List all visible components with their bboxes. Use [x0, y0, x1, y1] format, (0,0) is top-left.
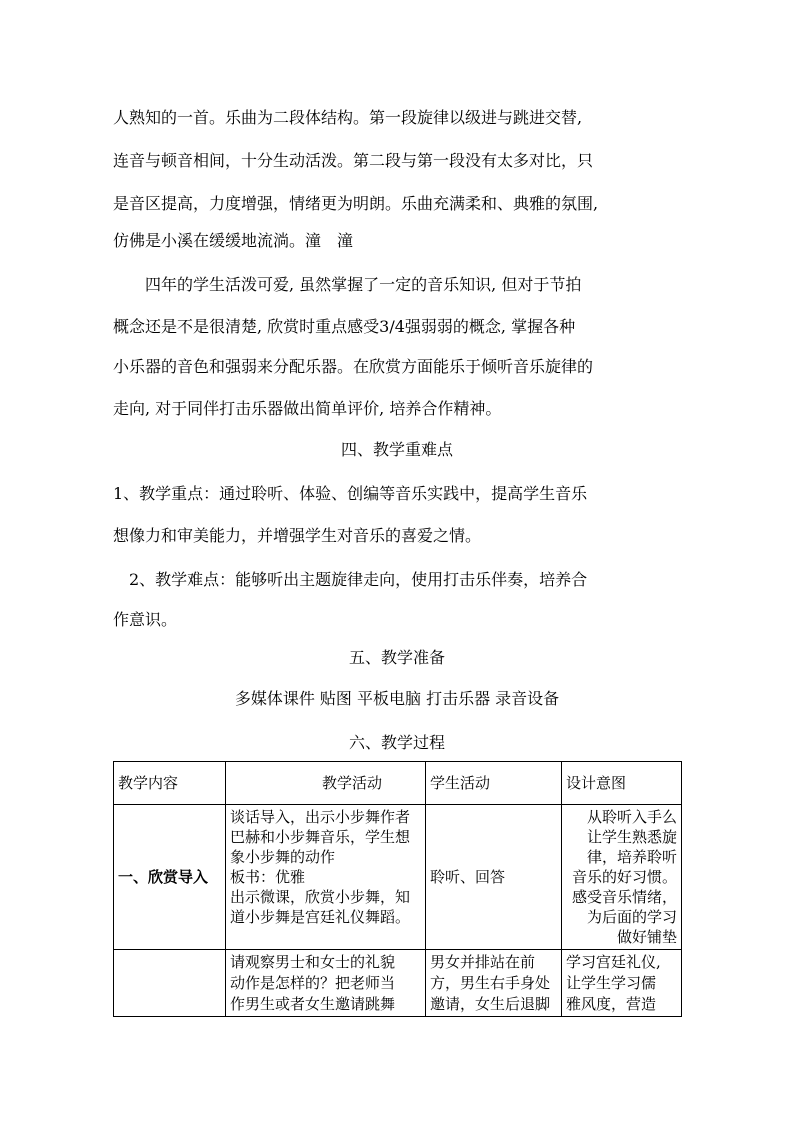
lesson-process-table: [113, 761, 682, 1017]
row1-intent-line: 为后面的学习: [586, 908, 677, 926]
row1-activity-line: 板书：优雅: [230, 868, 306, 886]
header-content: 教学内容: [114, 762, 226, 805]
paragraph2-line-2: 概念还是不是很清楚, 欣赏时重点感受3/4强弱弱的概念, 掌握各种: [113, 317, 576, 336]
paragraph1-line-3: 是音区提高，力度增强，情绪更为明朗。乐曲充满柔和、典雅的氛围,: [113, 194, 599, 213]
row1-intent-line: 做好铺垫: [616, 928, 677, 946]
row1-activity-line: 谈话导入，出示小步舞作者: [230, 808, 411, 826]
row1-intent: [562, 805, 682, 950]
row2-activity-line: 动作是怎样的？把老师当: [230, 974, 396, 992]
row2-student-line: 方，男生右手身处: [430, 974, 551, 992]
row2-student: [426, 950, 562, 1017]
key-point-line-1: 1、教学重点：通过聆听、体验、创编等音乐实践中，提高学生音乐: [113, 484, 588, 503]
row2-activity: [226, 950, 426, 1017]
paragraph1-line-1: 人熟知的一首。乐曲为二段体结构。第一段旋律以级进与跳进交替,: [113, 108, 583, 127]
row1-intent-line: 律，培养聆听: [586, 848, 677, 866]
row1-activity-line: 道小步舞是宫廷礼仪舞蹈。: [230, 908, 411, 926]
row1-activity-line: 象小步舞的动作: [230, 848, 336, 866]
row2-intent-line: 雅风度，营造: [566, 995, 657, 1013]
paragraph2-line-3: 小乐器的音色和强弱来分配乐器。在欣赏方面能乐于倾听音乐旋律的: [113, 357, 594, 376]
section-heading-4: 四、教学重难点: [340, 440, 453, 459]
row1-intent-line: 从聆听入手么: [586, 808, 677, 826]
row1-activity-line: 出示微课，欣赏小步舞，知: [230, 888, 411, 906]
difficult-point-line-2: 作意识。: [113, 610, 178, 629]
header-intent: 设计意图: [562, 762, 682, 805]
row2-intent-line: 让学生学习儒: [566, 974, 657, 992]
row1-intent-line: 让学生熟悉旋: [586, 828, 677, 846]
row2-intent-line: 学习宫廷礼仪,: [566, 953, 661, 971]
paragraph2-line-1: 四年的学生活泼可爱, 虽然掌握了一定的音乐知识, 但对于节拍: [113, 275, 582, 294]
key-point-line-2: 想像力和审美能力，并增强学生对音乐的喜爱之情。: [113, 526, 482, 545]
paragraph2-line-4: 走向, 对于同伴打击乐器做出简单评价, 培养合作精神。: [113, 399, 502, 418]
row1-student: 聆听、回答: [426, 805, 562, 950]
row2-activity-line: 请观察男士和女士的礼貌: [230, 953, 396, 971]
row1-intent-line: 音乐的好习惯。: [571, 868, 677, 886]
section-heading-6: 六、教学过程: [348, 733, 445, 752]
table-row: [114, 950, 682, 1017]
table-row: [114, 805, 682, 950]
row1-intent-line: 感受音乐情绪，: [571, 888, 677, 906]
row2-student-line: 男女并排站在前: [430, 953, 536, 971]
table-header-row: [114, 762, 682, 805]
paragraph1-line-2: 连音与顿音相间，十分生动活泼。第二段与第一段没有太多对比，只: [113, 151, 594, 170]
row2-intent: [562, 950, 682, 1017]
difficult-point-line-1: 2、教学难点：能够听出主题旋律走向，使用打击乐伴奏，培养合: [113, 570, 588, 589]
row1-activity-line: 巴赫和小步舞音乐，学生想: [230, 828, 411, 846]
paragraph1-line-4: 仿佛是小溪在缓缓地流淌。潼 潼: [113, 231, 354, 250]
row2-content: [114, 950, 226, 1017]
row2-student-line: 邀请，女生后退脚: [430, 995, 551, 1013]
header-activity: 教学活动: [226, 762, 426, 805]
header-student: 学生活动: [426, 762, 562, 805]
row1-activity: [226, 805, 426, 950]
materials-list: 多媒体课件 贴图 平板电脑 打击乐器 录音设备: [234, 689, 560, 708]
row1-content: 一、欣赏导入: [114, 805, 226, 950]
section-heading-5: 五、教学准备: [348, 648, 445, 667]
row2-activity-line: 作男生或者女生邀请跳舞: [230, 995, 396, 1013]
